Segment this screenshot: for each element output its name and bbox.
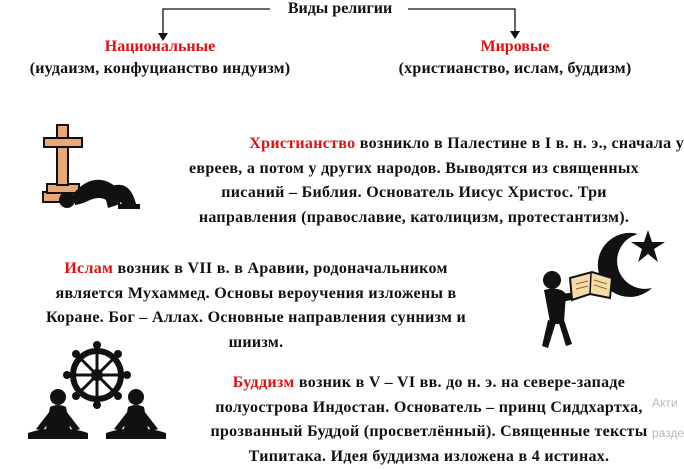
category-national-list: (иудаизм, конфуцианство индуизм) [10,60,310,78]
diagram-title: Виды религии [270,0,410,18]
buddhism-line-3: прозванный Буддой (просветлённый). Священные тексты [174,420,684,445]
islam-line-1 [0,257,512,282]
islam-illustration [530,222,680,352]
section-islam [0,257,512,355]
buddhism-illustration [20,345,180,450]
christianity-text-1: возникло в Палестине в I в. н. э., сначала у [355,135,684,152]
category-national-title: Национальные [10,38,310,56]
buddhism-line-1 [174,371,684,396]
reader-figure-icon [542,271,612,348]
category-national [10,38,310,78]
dharma-wheel-icon [63,341,131,409]
christianity-line-3: писаний – Библия. Основатель Иисус Христос. Три [144,181,684,206]
islam-line-2: является Мухаммед. Основы вероучения изложены в [0,282,512,307]
section-buddhism [174,371,684,469]
buddhism-keyword: Буддизм [233,374,295,391]
watermark-line-1: Акти [652,396,678,410]
islam-line-4: шиизм. [0,331,512,356]
christianity-line-1 [144,132,684,157]
islam-keyword: Ислам [64,260,113,277]
watermark-line-2: разде [652,426,684,440]
islam-text-1: возник в VII в. в Аравии, родоначальником [113,260,447,277]
buddhism-text-1: возник в V – VI вв. до н. э. на севере-западе [295,374,626,391]
section-christianity [144,132,684,230]
christianity-keyword: Христианство [249,135,355,152]
islam-line-3: Коране. Бог – Аллах. Основные направления суннизм и [0,306,512,331]
christianity-line-2: евреев, а потом у других народов. Выводятся из священных [144,157,684,182]
christianity-illustration [20,120,145,215]
category-world-list: (христианство, ислам, буддизм) [362,60,668,78]
buddhism-line-2: полуострова Индостан. Основатель – принц Сиддхартха, [174,396,684,421]
buddhism-line-4: Типитака. Идея буддизма изложена в 4 истинах. [174,445,684,469]
category-world [362,38,668,78]
category-world-title: Мировые [362,38,668,56]
christianity-line-4: направления (православие, католицизм, протестантизм). [144,206,684,231]
